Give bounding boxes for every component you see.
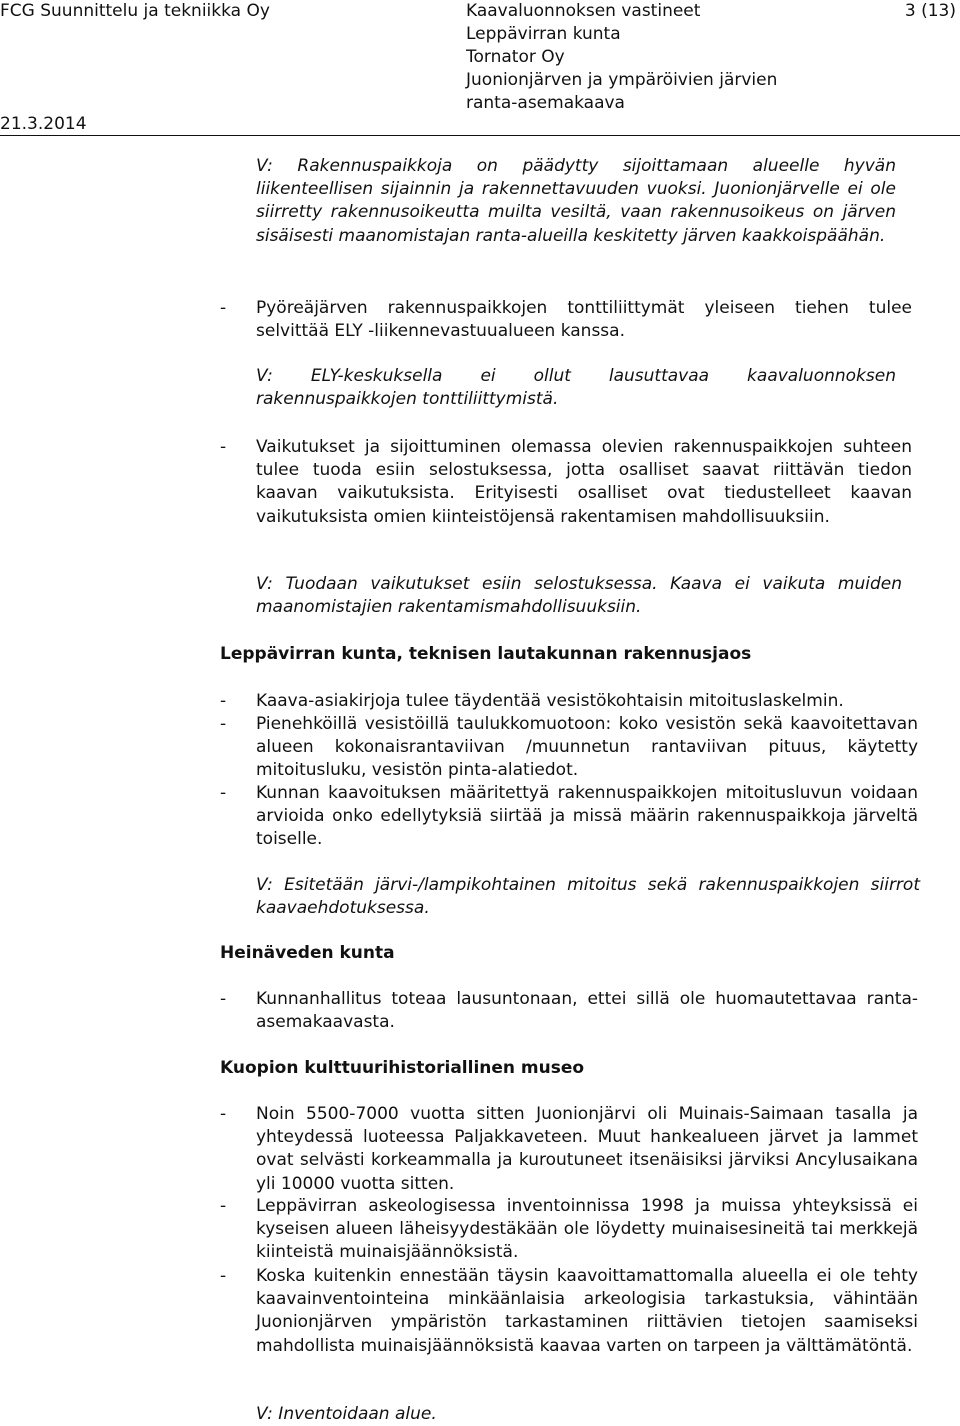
list-item: Kunnan kaavoituksen määritettyä rakennuspaikkojen mitoitusluvun voidaan arvioida onko edellytyksiä siirtää ja missä määrin rakennuspaikkoja järveltä toiselle. — [256, 783, 918, 850]
list-dash: - — [220, 1196, 227, 1216]
section-heading-heinavesi: Heinäveden kunta — [220, 943, 395, 963]
list-dash: - — [220, 437, 227, 457]
response-inventory: V: Inventoidaan alue. — [256, 1404, 437, 1424]
list-dash: - — [220, 1266, 227, 1286]
doc-municipality: Leppävirran kunta — [466, 24, 621, 44]
list-item: Noin 5500-7000 vuotta sitten Juonionjärvi oli Muinais-Saimaan tasalla ja yhteydessä luoteessa Paljakkaveteen. Muut hankealueen järvet ja lammet ovat selvästi korkeammalla ja kuroutuneet itsenäisiksi järviksi Ancylusaikana yli 10000 vuotta sitten. — [256, 1104, 918, 1194]
list-dash: - — [220, 783, 227, 803]
doc-plan-area: Juonionjärven ja ympäröivien järvien — [466, 70, 778, 90]
list-dash: - — [220, 298, 227, 318]
list-item: Leppävirran askeologisessa inventoinnissa 1998 ja muissa yhteyksissä ei kyseisen alueen läheisyydestäkään ole löydetty muinaisesineitä tai merkkejä kiinteistä muinaisjäännöksistä. — [256, 1196, 918, 1263]
list-item: Pyöreäjärven rakennuspaikkojen tonttiliittymät yleiseen tiehen tulee selvittää ELY -liikennevastuualueen kanssa. — [256, 298, 912, 342]
list-item: Vaikutukset ja sijoittuminen olemassa olevien rakennuspaikkojen suhteen tulee tuoda esiin selostuksessa, jotta osalliset saavat riittävän tiedon kaavan vaikutuksista. Erityisesti osalliset ovat tiedustelleet kaavan vaikutuksista omien kiinteistöjensä rakentamisen mahdollisuuksiin. — [256, 437, 912, 527]
response-impacts: V: Tuodaan vaikutukset esiin selostuksessa. Kaava ei vaikuta muiden maanomistajien rakentamismahdollisuuksiin. — [256, 574, 902, 618]
doc-landowner: Tornator Oy — [466, 47, 565, 67]
list-item: Kunnanhallitus toteaa lausuntonaan, ettei sillä ole huomautettavaa ranta-asemakaavasta. — [256, 989, 918, 1033]
document-info — [466, 0, 777, 115]
page-number: 3 (13) — [904, 1, 956, 21]
list-dash: - — [220, 989, 227, 1009]
list-item: Koska kuitenkin ennestään täysin kaavoittamattomalla alueella ei ole tehty kaavainventointeina minkäänlaisia arkeologisia tarkastuksia, vähintään Juonionjärven ympäristön tarkastaminen riittävien tietojen saamiseksi mahdollista muinaisjäännöksistä kaavaa varten on tarpeen ja välttämätöntä. — [256, 1266, 918, 1356]
response-placement: V: Rakennuspaikkoja on päädytty sijoittamaan alueelle hyvän liikenteellisen sijainnin ja rakennettavuuden vuoksi. Juonionjärvelle ei ole siirretty rakennusoikeutta muilta vesiltä, vaan rakennusoikeus on järven sisäisesti maanomistajan ranta-alueilla keskitetty järven kaakkoispäähän. — [256, 156, 896, 246]
doc-plan-type: ranta-asemakaava — [466, 93, 625, 113]
list-dash: - — [220, 1104, 227, 1124]
header-divider — [0, 135, 960, 136]
list-dash: - — [220, 714, 227, 734]
response-ely: V: ELY-keskuksella ei ollut lausuttavaa kaavaluonnoksen rakennuspaikkojen tonttiliittymistä. — [256, 366, 896, 410]
list-dash: - — [220, 691, 227, 711]
document-date: 21.3.2014 — [0, 114, 87, 134]
company-name: FCG Suunnittelu ja tekniikka Oy — [0, 1, 270, 21]
section-heading-leppavirta: Leppävirran kunta, teknisen lautakunnan rakennusjaos — [220, 644, 752, 664]
doc-title: Kaavaluonnoksen vastineet — [466, 1, 701, 21]
list-item: Pienehköillä vesistöillä taulukkomuotoon: koko vesistön sekä kaavoitettavan alueen kokonaisrantaviivan /muunnetun rantaviivan pituus, käytetty mitoitusluku, vesistön pinta-alatiedot. — [256, 714, 918, 781]
section-heading-museum: Kuopion kulttuurihistoriallinen museo — [220, 1058, 585, 1078]
response-dimensioning: V: Esitetään järvi-/lampikohtainen mitoitus sekä rakennuspaikkojen siirrot kaavaehdotuksessa. — [256, 875, 920, 919]
list-item: Kaava-asiakirjoja tulee täydentää vesistökohtaisin mitoituslaskelmin. — [256, 691, 844, 711]
